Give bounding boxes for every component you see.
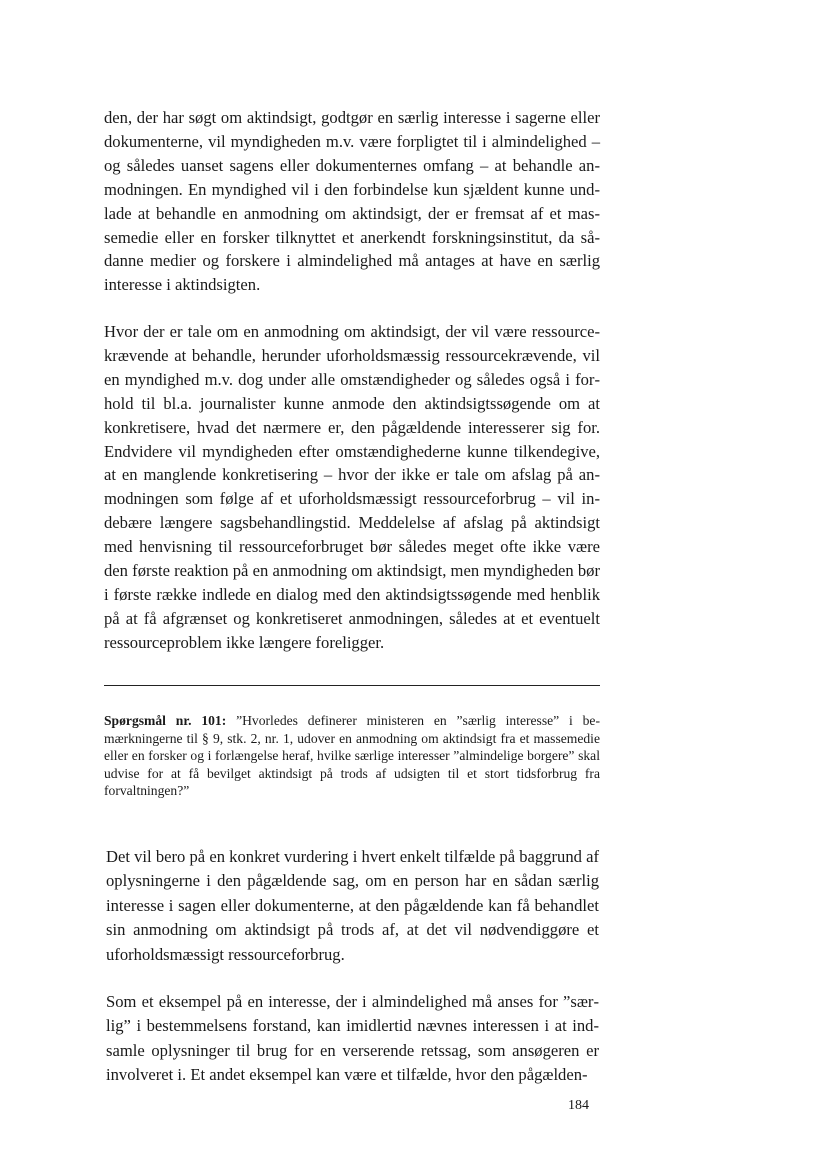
body-paragraph-2: Hvor der er tale om en anmodning om aktindsigt, der vil være ressourcekrævende at behandle, herunder uforholdsmæssig ressourcekrævende, vil en myndighed m.v. dog under alle omstændigheder og således også i forhold til bl.a. journalister kunne anmode den aktindsigtssøgende om at konkretisere, hvad det nærmere er, den pågældende interesserer sig for. Endvidere vil myndigheden efter omstændighederne kunne tilkendegive, at en manglende konkretisering – hvor der ikke er tale om afslag på anmodningen som følge af et uforholdsmæssigt ressourceforbrug – vil indebære længere sagsbehandlingstid. Meddelelse af afslag på aktindsigt med henvisning til ressourceforbruget bør således meget ofte ikke være den første reaktion på en anmodning om aktindsigt, men myndigheden bør i første række indlede en dialog med den aktindsigtssøgende med henblik på at få afgrænset og konkretiseret anmodningen, således at et eventuelt ressourceproblem ikke længere foreligger. (104, 322, 600, 652)
answer-paragraph-1: Det vil bero på en konkret vurdering i hvert enkelt tilfælde på baggrund af oplysningerne i den pågældende sag, om en person har en sådan særlig interesse i sagen eller dokumenterne, at den pågældende kan få behandlet sin anmodning om aktindsigt på trods af, at det vil nødvendiggøre et uforholdsmæssigt ressourceforbrug. (106, 847, 599, 964)
question-text: ”Hvorledes definerer ministeren en ”særlig interesse” i bemærkningerne til § 9, stk. 2, nr. 1, udover en anmodning om aktindsigt fra et massemedie eller en forsker og i forlængelse heraf, hvilke særlige interesser ”almindelige borgere” skal udvise for at få bevilget aktindsigt på trods af udsigten til et stort tidsforbrug fra forvaltningen?” (104, 713, 600, 799)
question-label: Spørgsmål nr. 101: (104, 713, 227, 728)
page-number: 184 (568, 1098, 589, 1113)
question-block (104, 712, 600, 800)
answer-paragraph-2: Som et eksempel på en interesse, der i almindelighed må anses for ”særlig” i bestemmelsens forstand, kan imidlertid nævnes interessen i at indsamle oplysninger til brug for en verserende retssag, som ansøgeren er involveret i. Et andet eksempel kan være et tilfælde, hvor den pågælden- (106, 992, 599, 1085)
section-divider (104, 685, 600, 686)
body-paragraph-1: den, der har søgt om aktindsigt, godtgør en særlig interesse i sagerne eller dokumenterne, vil myndigheden m.v. være forpligtet til i almindelighed – og således uanset sagens eller dokumenternes omfang – at behandle anmodningen. En myndighed vil i den forbindelse kun sjældent kunne undlade at behandle en anmodning om aktindsigt, der er fremsat af et massemedie eller en forsker tilknyttet et anerkendt forskningsinstitut, da sådanne medier og forskere i almindelighed må antages at have en særlig interesse i aktindsigten. (104, 108, 600, 295)
